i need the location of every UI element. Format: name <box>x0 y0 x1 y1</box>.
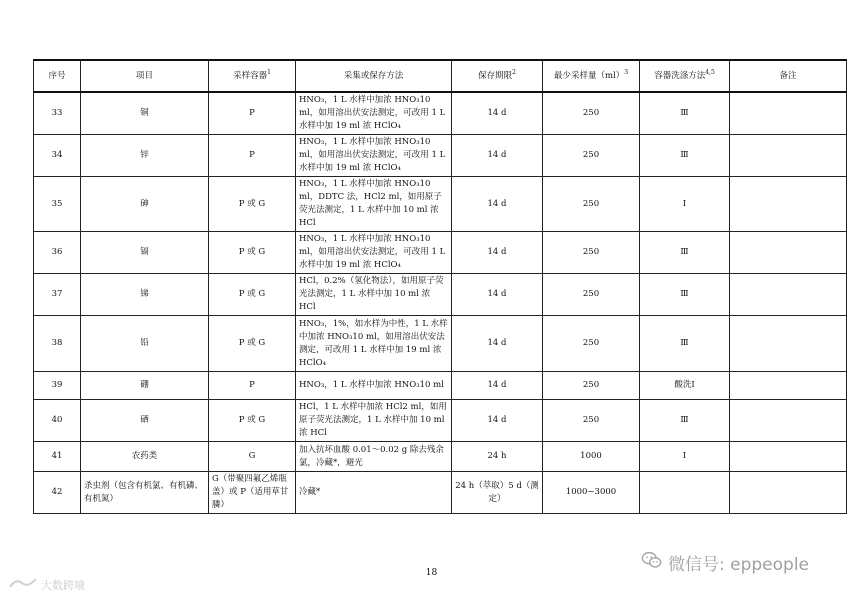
cell-period: 14 d <box>452 400 543 442</box>
table-row <box>34 442 847 472</box>
cell-method: HNO₃，1 L 水样中加浓 HNO₃10 ml <box>296 372 452 400</box>
cell-period: 14 d <box>452 92 543 135</box>
cell-volume: 250 <box>543 400 640 442</box>
header-volume: 最少采样量（ml）$^3$ <box>543 60 640 92</box>
cell-num: 35 <box>34 177 81 232</box>
cell-wash: Ⅲ <box>640 232 730 274</box>
cell-method: HCl，1 L 水样中加浓 HCl2 ml，如用原子荧光法测定，1 L 水样中加 10 ml 浓 HCl <box>296 400 452 442</box>
header-item: 项目 <box>81 60 209 92</box>
header-note: 备注 <box>730 60 847 92</box>
cell-volume: 250 <box>543 177 640 232</box>
cell-note <box>730 135 847 177</box>
header-num: 序号 <box>34 60 81 92</box>
watermark-right-text: 微信号: eppeople <box>668 555 810 575</box>
watermark-right <box>641 549 809 576</box>
cell-item: 杀虫剂（包含有机氯、有机磷、有机氮） <box>81 472 209 514</box>
cell-container: P 或 G <box>209 232 296 274</box>
cell-container: G（带聚四氟乙烯瓶盖）或 P（适用草甘膦） <box>209 472 296 514</box>
cell-note <box>730 400 847 442</box>
cell-volume: 250 <box>543 92 640 135</box>
cell-wash: Ⅲ <box>640 316 730 372</box>
wechat-icon <box>641 549 663 576</box>
cell-note <box>730 442 847 472</box>
table-header-row <box>34 60 847 92</box>
cell-volume: 1000~3000 <box>543 472 640 514</box>
cell-item: 砷 <box>81 177 209 232</box>
cell-num: 40 <box>34 400 81 442</box>
cell-period: 14 d <box>452 372 543 400</box>
cell-container: P <box>209 135 296 177</box>
watermark-left-text: 大数跨境 <box>41 578 85 592</box>
cell-container: P 或 G <box>209 274 296 316</box>
cell-volume: 250 <box>543 274 640 316</box>
sampling-table <box>33 59 847 514</box>
cell-container: G <box>209 442 296 472</box>
header-container: 采样容器$^1$ <box>209 60 296 92</box>
table-row <box>34 316 847 372</box>
cell-num: 42 <box>34 472 81 514</box>
cell-note <box>730 274 847 316</box>
table-row <box>34 177 847 232</box>
cell-wash: Ⅰ <box>640 442 730 472</box>
cell-note <box>730 372 847 400</box>
cell-note <box>730 472 847 514</box>
cell-wash: Ⅲ <box>640 274 730 316</box>
cell-note <box>730 92 847 135</box>
cell-item: 硒 <box>81 400 209 442</box>
cell-num: 37 <box>34 274 81 316</box>
cell-method: 加入抗坏血酸 0.01～0.02 g 除去残余氯，冷藏*，避光 <box>296 442 452 472</box>
cell-container: P <box>209 372 296 400</box>
cell-volume: 250 <box>543 316 640 372</box>
cell-wash: 酸洗Ⅰ <box>640 372 730 400</box>
cell-item: 镉 <box>81 232 209 274</box>
brand-logo-icon <box>8 576 38 593</box>
table-row <box>34 472 847 514</box>
cell-period: 14 d <box>452 177 543 232</box>
cell-item: 锑 <box>81 274 209 316</box>
table-row <box>34 400 847 442</box>
cell-method: HNO₃，1 L 水样中加浓 HNO₃10 ml，如用溶出伏安法测定，可改用 1 L 水样中加 19 ml 浓 HClO₄ <box>296 92 452 135</box>
cell-method: HNO₃，1 L 水样中加浓 HNO₃10 ml，如用溶出伏安法测定，可改用 1 L 水样中加 19 ml 浓 HClO₄ <box>296 232 452 274</box>
table-row <box>34 135 847 177</box>
table-row <box>34 372 847 400</box>
cell-volume: 250 <box>543 372 640 400</box>
cell-wash: Ⅰ <box>640 177 730 232</box>
cell-container: P 或 G <box>209 316 296 372</box>
header-period: 保存期限$^2$ <box>452 60 543 92</box>
cell-period: 24 h <box>452 442 543 472</box>
cell-wash: Ⅲ <box>640 92 730 135</box>
cell-method: HNO₃，1 L 水样中加浓 HNO₃10 ml，如用溶出伏安法测定，可改用 1 L 水样中加 19 ml 浓 HClO₄ <box>296 135 452 177</box>
cell-item: 锌 <box>81 135 209 177</box>
cell-num: 39 <box>34 372 81 400</box>
cell-method: HCl，0.2%（氢化物法），如用原子荧光法测定，1 L 水样中加 10 ml 浓 HCl <box>296 274 452 316</box>
cell-wash: Ⅲ <box>640 400 730 442</box>
watermark-left <box>8 576 85 593</box>
cell-method: HNO₃，1%，如水样为中性，1 L 水样中加浓 HNO₃10 ml，如用溶出伏安法测定，可改用 1 L 水样中加 19 ml 浓 HClO₄ <box>296 316 452 372</box>
cell-container: P 或 G <box>209 177 296 232</box>
header-method: 采集或保存方法 <box>296 60 452 92</box>
page-number: 18 <box>425 568 438 578</box>
cell-volume: 250 <box>543 232 640 274</box>
cell-container: P <box>209 92 296 135</box>
cell-item: 农药类 <box>81 442 209 472</box>
table-row <box>34 232 847 274</box>
cell-item: 铜 <box>81 92 209 135</box>
table-row <box>34 274 847 316</box>
cell-volume: 1000 <box>543 442 640 472</box>
cell-period: 14 d <box>452 316 543 372</box>
cell-period: 24 h（萃取）5 d（测定） <box>452 472 543 514</box>
cell-wash: Ⅲ <box>640 135 730 177</box>
cell-item: 硼 <box>81 372 209 400</box>
cell-num: 36 <box>34 232 81 274</box>
table-row <box>34 92 847 135</box>
cell-num: 34 <box>34 135 81 177</box>
cell-num: 41 <box>34 442 81 472</box>
cell-item: 铅 <box>81 316 209 372</box>
cell-num: 33 <box>34 92 81 135</box>
cell-period: 14 d <box>452 274 543 316</box>
cell-method: 冷藏* <box>296 472 452 514</box>
cell-method: HNO₃，1 L 水样中加浓 HNO₃10 ml，DDTC 法，HCl2 ml，如用原子荧光法测定，1 L 水样中加 10 ml 浓 HCl <box>296 177 452 232</box>
cell-note <box>730 316 847 372</box>
cell-wash <box>640 472 730 514</box>
cell-note <box>730 232 847 274</box>
header-wash: 容器洗涤方法$^{4,5}$ <box>640 60 730 92</box>
cell-period: 14 d <box>452 135 543 177</box>
cell-container: P 或 G <box>209 400 296 442</box>
cell-volume: 250 <box>543 135 640 177</box>
cell-note <box>730 177 847 232</box>
cell-num: 38 <box>34 316 81 372</box>
cell-period: 14 d <box>452 232 543 274</box>
